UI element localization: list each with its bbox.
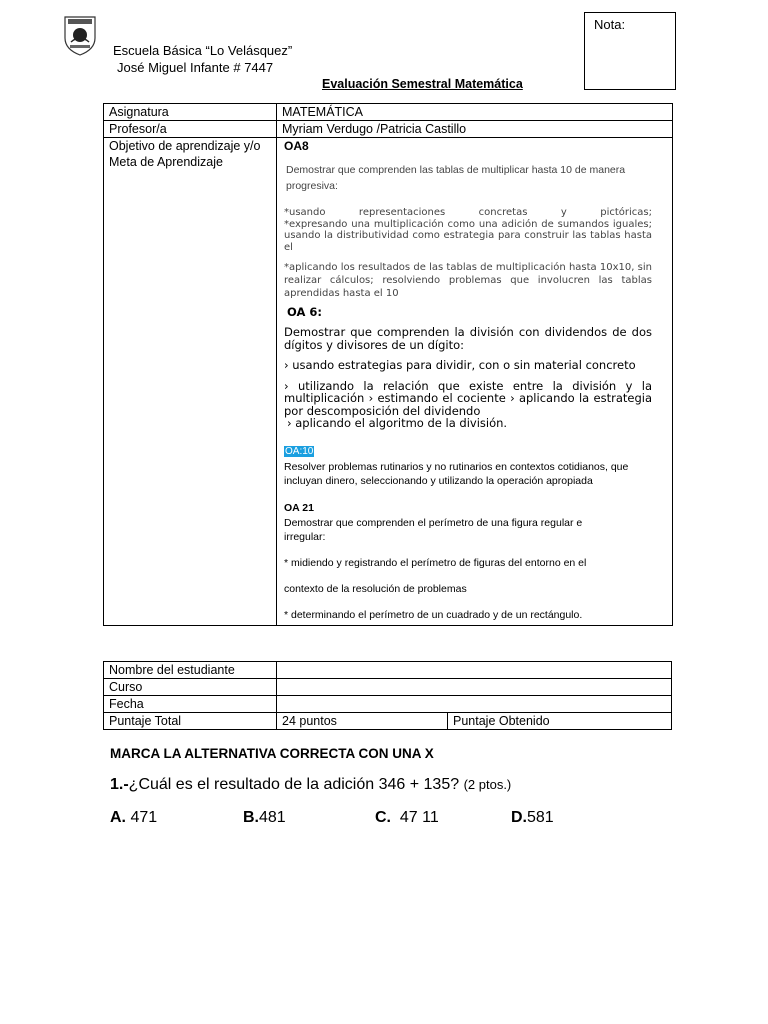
option-b[interactable] [243,809,286,827]
option-letter: D. [511,809,527,826]
table-row [104,104,673,121]
grade-label: Nota: [594,17,626,32]
question-text: ¿Cuál es el resultado de la adición 346 + 135? [128,776,460,793]
option-letter: C. [375,809,391,826]
option-value: 481 [259,809,286,826]
option-letter: A. [110,809,126,826]
oa21-title: OA 21 [284,501,314,514]
option-letter: B. [243,809,259,826]
table-row [104,679,672,696]
oa6-bullet-2: › utilizando la relación que existe entre la división y la multiplicación › estimando el cociente › aplicando la estrategia por descomposición del dividendo [284,378,652,418]
oa10-block [284,442,652,488]
oa21-line-3: * midiendo y registrando el perímetro de figuras del entorno en el [284,556,587,569]
oa10-text: Resolver problemas rutinarios y no rutinarios en contextos cotidianos, que incluyan dinero, seleccionando y utilizando la operación apropiada [284,460,629,487]
date-label: Fecha [104,696,277,713]
oa8-intro: Demostrar que comprenden las tablas de multiplicar hasta 10 de manera progresiva: [286,164,626,192]
asignatura-value: MATEMÁTICA [277,104,673,121]
option-d[interactable] [511,809,554,827]
table-row [104,713,672,730]
oa10-title: OA:10 [285,445,314,457]
table-row [104,121,673,138]
option-value: 471 [126,809,158,826]
table-row [104,138,673,626]
oa21-line-4: contexto de la resolución de problemas [284,582,467,595]
oa21-line-5: * determinando el perímetro de un cuadrado y de un rectángulo. [284,608,583,621]
option-value: 47 11 [391,809,439,826]
objetivo-label: Objetivo de aprendizaje y/o Meta de Aprendizaje [104,138,277,626]
option-c[interactable] [375,809,439,827]
oa21-line-1: Demostrar que comprenden el perímetro de una figura regular e [284,516,583,529]
total-score-value: 24 puntos [277,713,448,730]
obtained-score-label: Puntaje Obtenido [448,713,672,730]
oa8-bullet-2: *expresando una multiplicación como una adición de sumandos iguales; usando la distributividad como estrategia para construir las tablas hasta el [284,218,652,253]
oa6-bullet-1: › usando estrategias para dividir, con o sin material concreto [284,358,636,372]
oa8-bullets [284,207,652,253]
question-1 [110,776,511,794]
table-row [104,662,672,679]
oa8-title: OA8 [284,139,309,153]
student-info-table [103,661,672,730]
asignatura-label: Asignatura [104,104,277,121]
learning-objectives-cell [277,138,673,626]
school-name: Escuela Básica “Lo Velásquez” [113,43,293,58]
question-points: (2 ptos.) [463,777,512,792]
grade-box[interactable] [584,12,676,90]
school-address: José Miguel Infante # 7447 [117,60,274,75]
course-label: Curso [104,679,277,696]
evaluation-title: Evaluación Semestral Matemática [322,77,523,91]
course-info-table [103,103,673,626]
oa6-bullet-3: › aplicando el algoritmo de la división. [287,416,508,430]
option-value: 581 [527,809,554,826]
table-row [104,696,672,713]
oa8-bullet-1: *usando representaciones concretas y pictóricas; [284,207,652,218]
profesor-label: Profesor/a [104,121,277,138]
date-field[interactable] [277,696,672,713]
profesor-value: Myriam Verdugo /Patricia Castillo [277,121,673,138]
oa21-line-2: irregular: [284,530,326,543]
option-a[interactable] [110,809,157,827]
question-number: 1.- [110,776,129,793]
oa6-intro: Demostrar que comprenden la división con dividendos de dos dígitos y divisores de un dígito: [284,325,652,352]
course-field[interactable] [277,679,672,696]
student-name-label: Nombre del estudiante [104,662,277,679]
oa8-bullet-3: *aplicando los resultados de las tablas de multiplicación hasta 10x10, sin realizar cálculos; resolviendo problemas que involucren las tablas aprendidas hasta el 10 [284,262,652,299]
total-score-label: Puntaje Total [104,713,277,730]
school-logo [62,14,98,56]
student-name-field[interactable] [277,662,672,679]
oa6-title: OA 6: [287,305,322,319]
instruction-text: MARCA LA ALTERNATIVA CORRECTA CON UNA X [110,746,434,761]
